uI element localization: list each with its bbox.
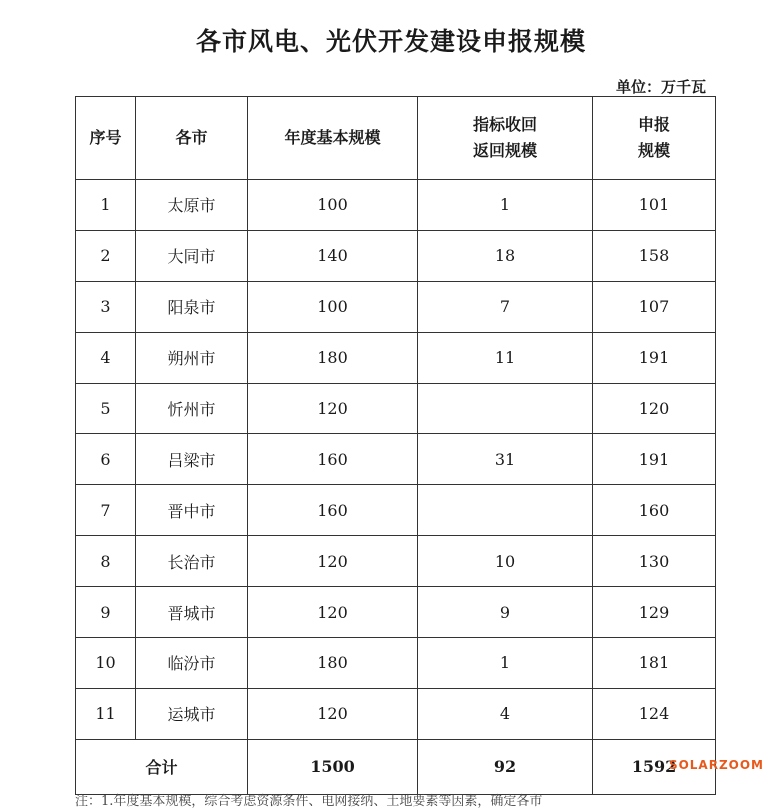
footnote: 注：1.年度基本规模，综合考虑资源条件、电网接纳、土地要素等因素，确定各市 [75, 794, 543, 809]
cell-city: 运城市 [136, 688, 248, 739]
cell-recover [418, 383, 593, 434]
scale-table [75, 96, 716, 795]
table-row [76, 587, 716, 638]
cell-city: 大同市 [136, 230, 248, 281]
cell-city: 吕梁市 [136, 434, 248, 485]
cell-base: 160 [248, 485, 418, 536]
cell-base: 120 [248, 688, 418, 739]
cell-city: 忻州市 [136, 383, 248, 434]
cell-declare: 130 [593, 536, 716, 587]
header-base: 年度基本规模 [248, 97, 418, 180]
table-row [76, 434, 716, 485]
cell-city: 太原市 [136, 180, 248, 231]
cell-city: 朔州市 [136, 332, 248, 383]
table-row [76, 485, 716, 536]
cell-index: 7 [76, 485, 136, 536]
cell-declare: 129 [593, 587, 716, 638]
cell-index: 6 [76, 434, 136, 485]
cell-base: 120 [248, 383, 418, 434]
watermark-logo: SOLARZOOM [668, 758, 764, 772]
cell-city: 晋城市 [136, 587, 248, 638]
cell-recover: 10 [418, 536, 593, 587]
cell-index: 10 [76, 638, 136, 689]
table-header-row [76, 97, 716, 180]
cell-base: 160 [248, 434, 418, 485]
cell-recover: 7 [418, 281, 593, 332]
cell-recover: 31 [418, 434, 593, 485]
header-recover-line1: 指标收回 [472, 115, 537, 134]
cell-declare: 101 [593, 180, 716, 231]
cell-index: 5 [76, 383, 136, 434]
header-recover [418, 97, 593, 180]
cell-city: 临汾市 [136, 638, 248, 689]
table-row [76, 180, 716, 231]
header-city: 各市 [136, 97, 248, 180]
header-declare-line2: 规模 [637, 141, 670, 160]
cell-declare: 191 [593, 434, 716, 485]
cell-base: 100 [248, 281, 418, 332]
cell-index: 1 [76, 180, 136, 231]
header-declare [593, 97, 716, 180]
total-declare: 1592 [593, 739, 716, 794]
cell-recover: 1 [418, 180, 593, 231]
cell-base: 180 [248, 638, 418, 689]
cell-index: 9 [76, 587, 136, 638]
table-row [76, 281, 716, 332]
table-row [76, 230, 716, 281]
cell-declare: 181 [593, 638, 716, 689]
total-base: 1500 [248, 739, 418, 794]
table-row [76, 638, 716, 689]
cell-index: 2 [76, 230, 136, 281]
cell-city: 晋中市 [136, 485, 248, 536]
cell-base: 140 [248, 230, 418, 281]
cell-declare: 160 [593, 485, 716, 536]
cell-base: 180 [248, 332, 418, 383]
total-row [76, 739, 716, 794]
page-title: 各市风电、光伏开发建设申报规模 [195, 27, 586, 56]
cell-declare: 107 [593, 281, 716, 332]
header-recover-line2: 返回规模 [472, 141, 537, 160]
cell-recover: 4 [418, 688, 593, 739]
cell-base: 120 [248, 536, 418, 587]
cell-declare: 158 [593, 230, 716, 281]
unit-label: 单位：万千瓦 [615, 78, 706, 96]
table-row [76, 332, 716, 383]
total-recover: 92 [418, 739, 593, 794]
cell-city: 阳泉市 [136, 281, 248, 332]
cell-recover: 1 [418, 638, 593, 689]
cell-recover: 11 [418, 332, 593, 383]
table-row [76, 383, 716, 434]
header-declare-line1: 申报 [637, 115, 670, 134]
cell-declare: 191 [593, 332, 716, 383]
cell-city: 长治市 [136, 536, 248, 587]
cell-base: 100 [248, 180, 418, 231]
header-index: 序号 [76, 97, 136, 180]
cell-recover: 18 [418, 230, 593, 281]
cell-index: 4 [76, 332, 136, 383]
cell-declare: 120 [593, 383, 716, 434]
cell-index: 3 [76, 281, 136, 332]
table-row [76, 688, 716, 739]
cell-declare: 124 [593, 688, 716, 739]
cell-index: 11 [76, 688, 136, 739]
table-row [76, 536, 716, 587]
cell-index: 8 [76, 536, 136, 587]
cell-recover [418, 485, 593, 536]
total-label: 合计 [76, 739, 248, 794]
cell-recover: 9 [418, 587, 593, 638]
cell-base: 120 [248, 587, 418, 638]
